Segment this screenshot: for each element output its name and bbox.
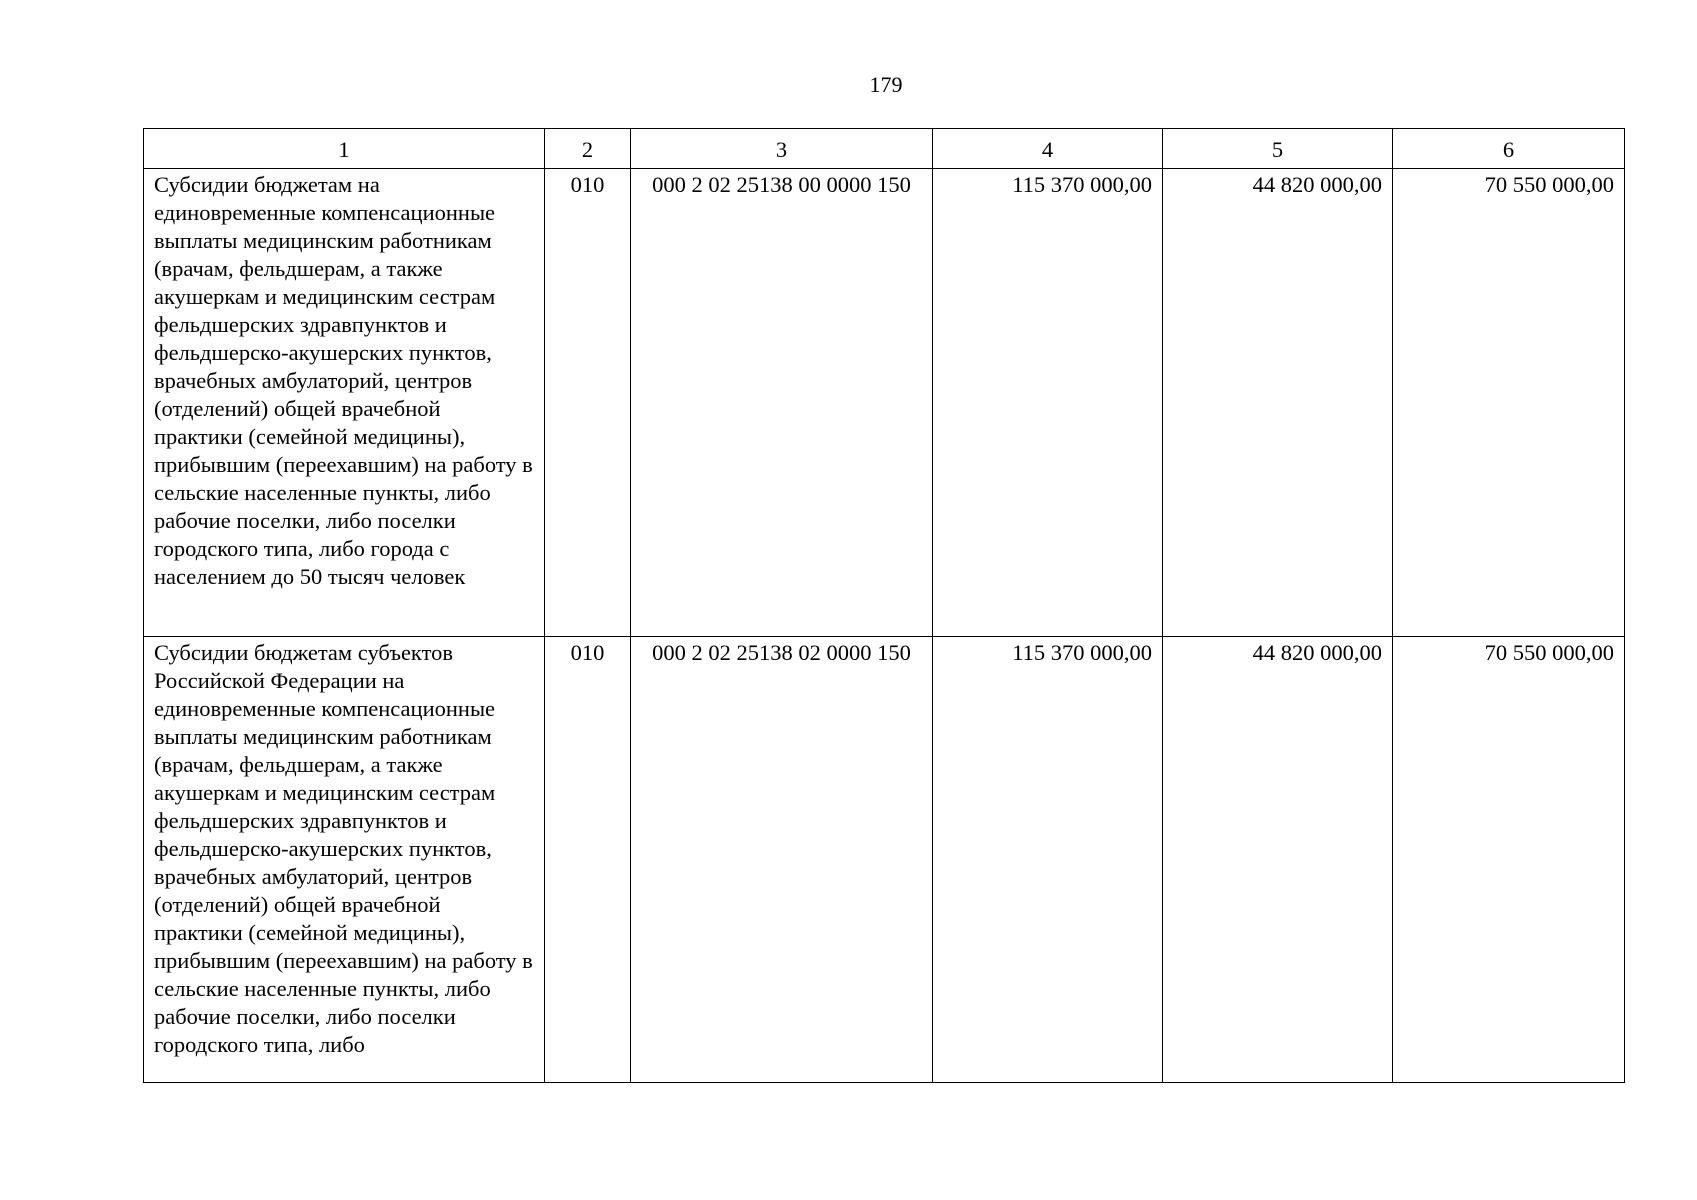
row-line-code: 010 (545, 169, 631, 637)
row-amount-col4: 115 370 000,00 (933, 637, 1163, 1083)
column-header-3: 3 (631, 129, 933, 169)
row-description: Субсидии бюджетам субъектов Российской Федерации на единовременные компенсационные выплаты медицинским работникам (врачам, фельдшерам, а также акушеркам и медицинским сестрам фельдшерских здравпунктов и фельдшерско-акушерских пунктов, врачебных амбулаторий, центров (отделений) общей врачебной практики (семейной медицины), прибывшим (переехавшим) на работу в сельские населенные пункты, либо рабочие поселки, либо поселки городского типа, либо (144, 637, 545, 1083)
row-budget-classification-code: 000 2 02 25138 00 0000 150 (631, 169, 933, 637)
row-amount-col5: 44 820 000,00 (1163, 637, 1393, 1083)
page-number: 179 (869, 72, 903, 97)
column-header-5: 5 (1163, 129, 1393, 169)
table-header-row (144, 129, 1625, 169)
column-header-2: 2 (545, 129, 631, 169)
row-description: Субсидии бюджетам на единовременные компенсационные выплаты медицинским работникам (врачам, фельдшерам, а также акушеркам и медицинским сестрам фельдшерских здравпунктов и фельдшерско-акушерских пунктов, врачебных амбулаторий, центров (отделений) общей врачебной практики (семейной медицины), прибывшим (переехавшим) на работу в сельские населенные пункты, либо рабочие поселки, либо поселки городского типа, либо города с населением до 50 тысяч человек (144, 169, 545, 637)
column-header-4: 4 (933, 129, 1163, 169)
row-amount-col4: 115 370 000,00 (933, 169, 1163, 637)
column-header-1: 1 (144, 129, 545, 169)
table-row (144, 169, 1625, 637)
column-header-6: 6 (1393, 129, 1625, 169)
row-line-code: 010 (545, 637, 631, 1083)
row-amount-col5: 44 820 000,00 (1163, 169, 1393, 637)
table-row (144, 637, 1625, 1083)
budget-table (143, 128, 1625, 1083)
row-budget-classification-code: 000 2 02 25138 02 0000 150 (631, 637, 933, 1083)
row-amount-col6: 70 550 000,00 (1393, 169, 1625, 637)
row-amount-col6: 70 550 000,00 (1393, 637, 1625, 1083)
